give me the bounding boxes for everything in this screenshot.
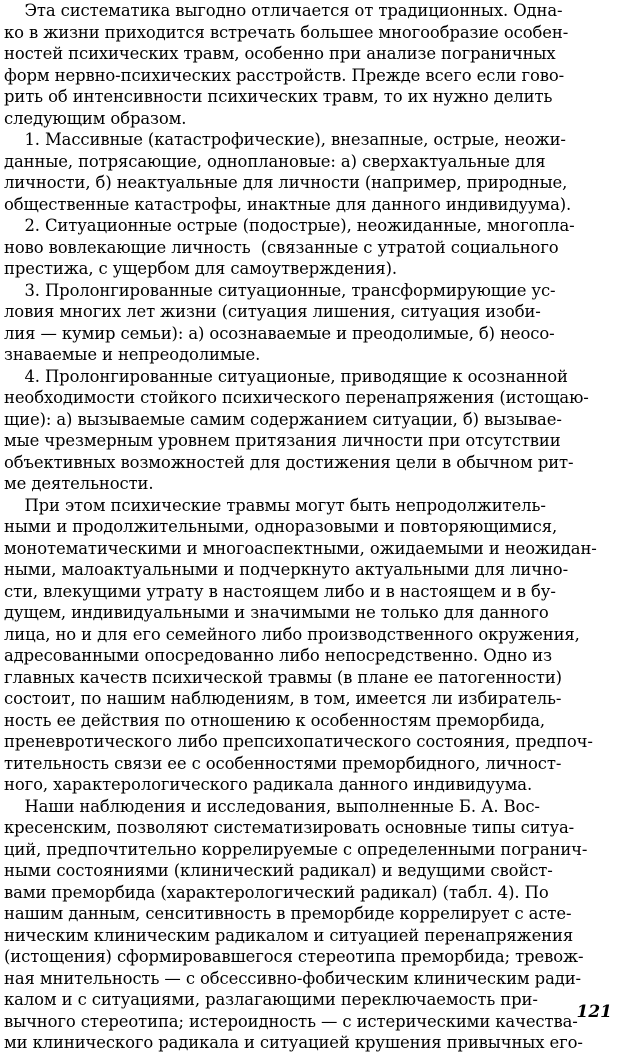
text-line: состоит, по нашим наблюдениям, в том, имеется ли избиратель- xyxy=(4,689,562,708)
text-line: ными и продолжительными, одноразовыми и повторяющимися, xyxy=(4,517,558,536)
text-line: общественные катастрофы, инактные для данного индивидуума). xyxy=(4,194,572,214)
text-line: 2. Ситуационные острые (подострые), неожиданные, многопла- xyxy=(4,216,575,235)
text-line: следующим образом. xyxy=(4,108,187,128)
text-line: ме деятельности. xyxy=(4,474,154,493)
text-line: рить об интенсивности психических травм, то их нужно делить xyxy=(4,87,553,106)
text-line: ловия многих лет жизни (ситуация лишения, ситуация изоби- xyxy=(4,302,541,321)
text-line: сти, влекущими утрату в настоящем либо и в настоящем и в бу- xyxy=(4,581,556,601)
text-line: 1. Массивные (катастрофические), внезапные, острые, неожи- xyxy=(4,130,566,149)
text-line: 3. Пролонгированные ситуационные, трансформирующие ус- xyxy=(4,280,556,300)
text-line: ко в жизни приходится встречать большее многообразие особен- xyxy=(4,22,569,42)
page-number: 121 xyxy=(576,1002,612,1022)
text-line: ново вовлекающие личность (связанные с утратой социального xyxy=(4,237,559,257)
text-line: ностей психических травм, особенно при анализе пограничных xyxy=(4,44,556,63)
text-line: кресенским, позволяют систематизировать основные типы ситуа- xyxy=(4,818,575,837)
text-line: ными, малоактуальными и подчеркнуто актуальными для лично- xyxy=(4,560,569,579)
text-line: престижа, с ущербом для самоутверждения). xyxy=(4,259,398,278)
text-line: ного, характерологического радикала данного индивидуума. xyxy=(4,775,533,794)
text-line: данные, потрясающие, одноплановые: а) сверхактуальные для xyxy=(4,151,546,171)
text-line: знаваемые и непреодолимые. xyxy=(4,345,261,364)
text-line: дущем, индивидуальными и значимыми не только для данного xyxy=(4,603,549,622)
text-line: щие): а) вызываемые самим содержанием ситуации, б) вызывае- xyxy=(4,409,562,429)
text-line: ная мнительность — с обсессивно-фобическим клиническим ради- xyxy=(4,968,581,988)
text-line: ми клинического радикала и ситуацией крушения привычных его- xyxy=(4,1033,583,1052)
text-line: преневротического либо препсихопатического состояния, предпоч- xyxy=(4,732,593,751)
text-line: объективных возможностей для достижения цели в обычном рит- xyxy=(4,452,574,472)
text-line: лия — кумир семьи): а) осознаваемые и преодолимые, б) неосо- xyxy=(4,323,555,343)
text-line: При этом психические травмы могут быть непродолжитель- xyxy=(4,495,546,515)
text-line: калом и с ситуациями, разлагающими переключаемость при- xyxy=(4,990,538,1009)
text-line: адресованными опосредованно либо непосредственно. Одно из xyxy=(4,646,552,665)
text-line: ций, предпочтительно коррелируемые с определенными погранич- xyxy=(4,839,588,859)
text-line: необходимости стойкого психического перенапряжения (истощаю- xyxy=(4,388,589,407)
text-line: нашим данным, сенситивность в преморбиде коррелирует с асте- xyxy=(4,904,572,923)
text-line: Наши наблюдения и исследования, выполненные Б. А. Вос- xyxy=(4,796,540,816)
text-line: ными состояниями (клинический радикал) и ведущими свойст- xyxy=(4,861,553,880)
text-line: вами преморбида (характерологический радикал) (табл. 4). По xyxy=(4,882,549,902)
text-line: 4. Пролонгированные ситуационые, приводящие к осознанной xyxy=(4,366,568,386)
text-line: Эта систематика выгодно отличается от традиционных. Одна- xyxy=(4,1,563,20)
body-text xyxy=(4,0,616,1054)
text-line: личности, б) неактуальные для личности (например, природные, xyxy=(4,173,568,192)
text-line: (истощения) сформировавшегося стереотипа преморбида; тревож- xyxy=(4,947,584,966)
text-line: главных качеств психической травмы (в плане ее патогенности) xyxy=(4,667,562,687)
text-line: вычного стереотипа; истероидность — с истерическими качества- xyxy=(4,1011,578,1031)
text-line: ническим клиническим радикалом и ситуацией перенапряжения xyxy=(4,925,574,945)
text-line: мые чрезмерным уровнем притязания личности при отсутствии xyxy=(4,431,561,450)
text-line: форм нервно-психических расстройств. Прежде всего если гово- xyxy=(4,65,565,85)
text-line: ность ее действия по отношению к особенностям преморбида, xyxy=(4,710,546,730)
text-line: лица, но и для его семейного либо производственного окружения, xyxy=(4,624,580,644)
text-line: тительность связи ее с особенностями преморбидного, личност- xyxy=(4,753,562,773)
text-line: монотематическими и многоаспектными, ожидаемыми и неожидан- xyxy=(4,538,597,558)
